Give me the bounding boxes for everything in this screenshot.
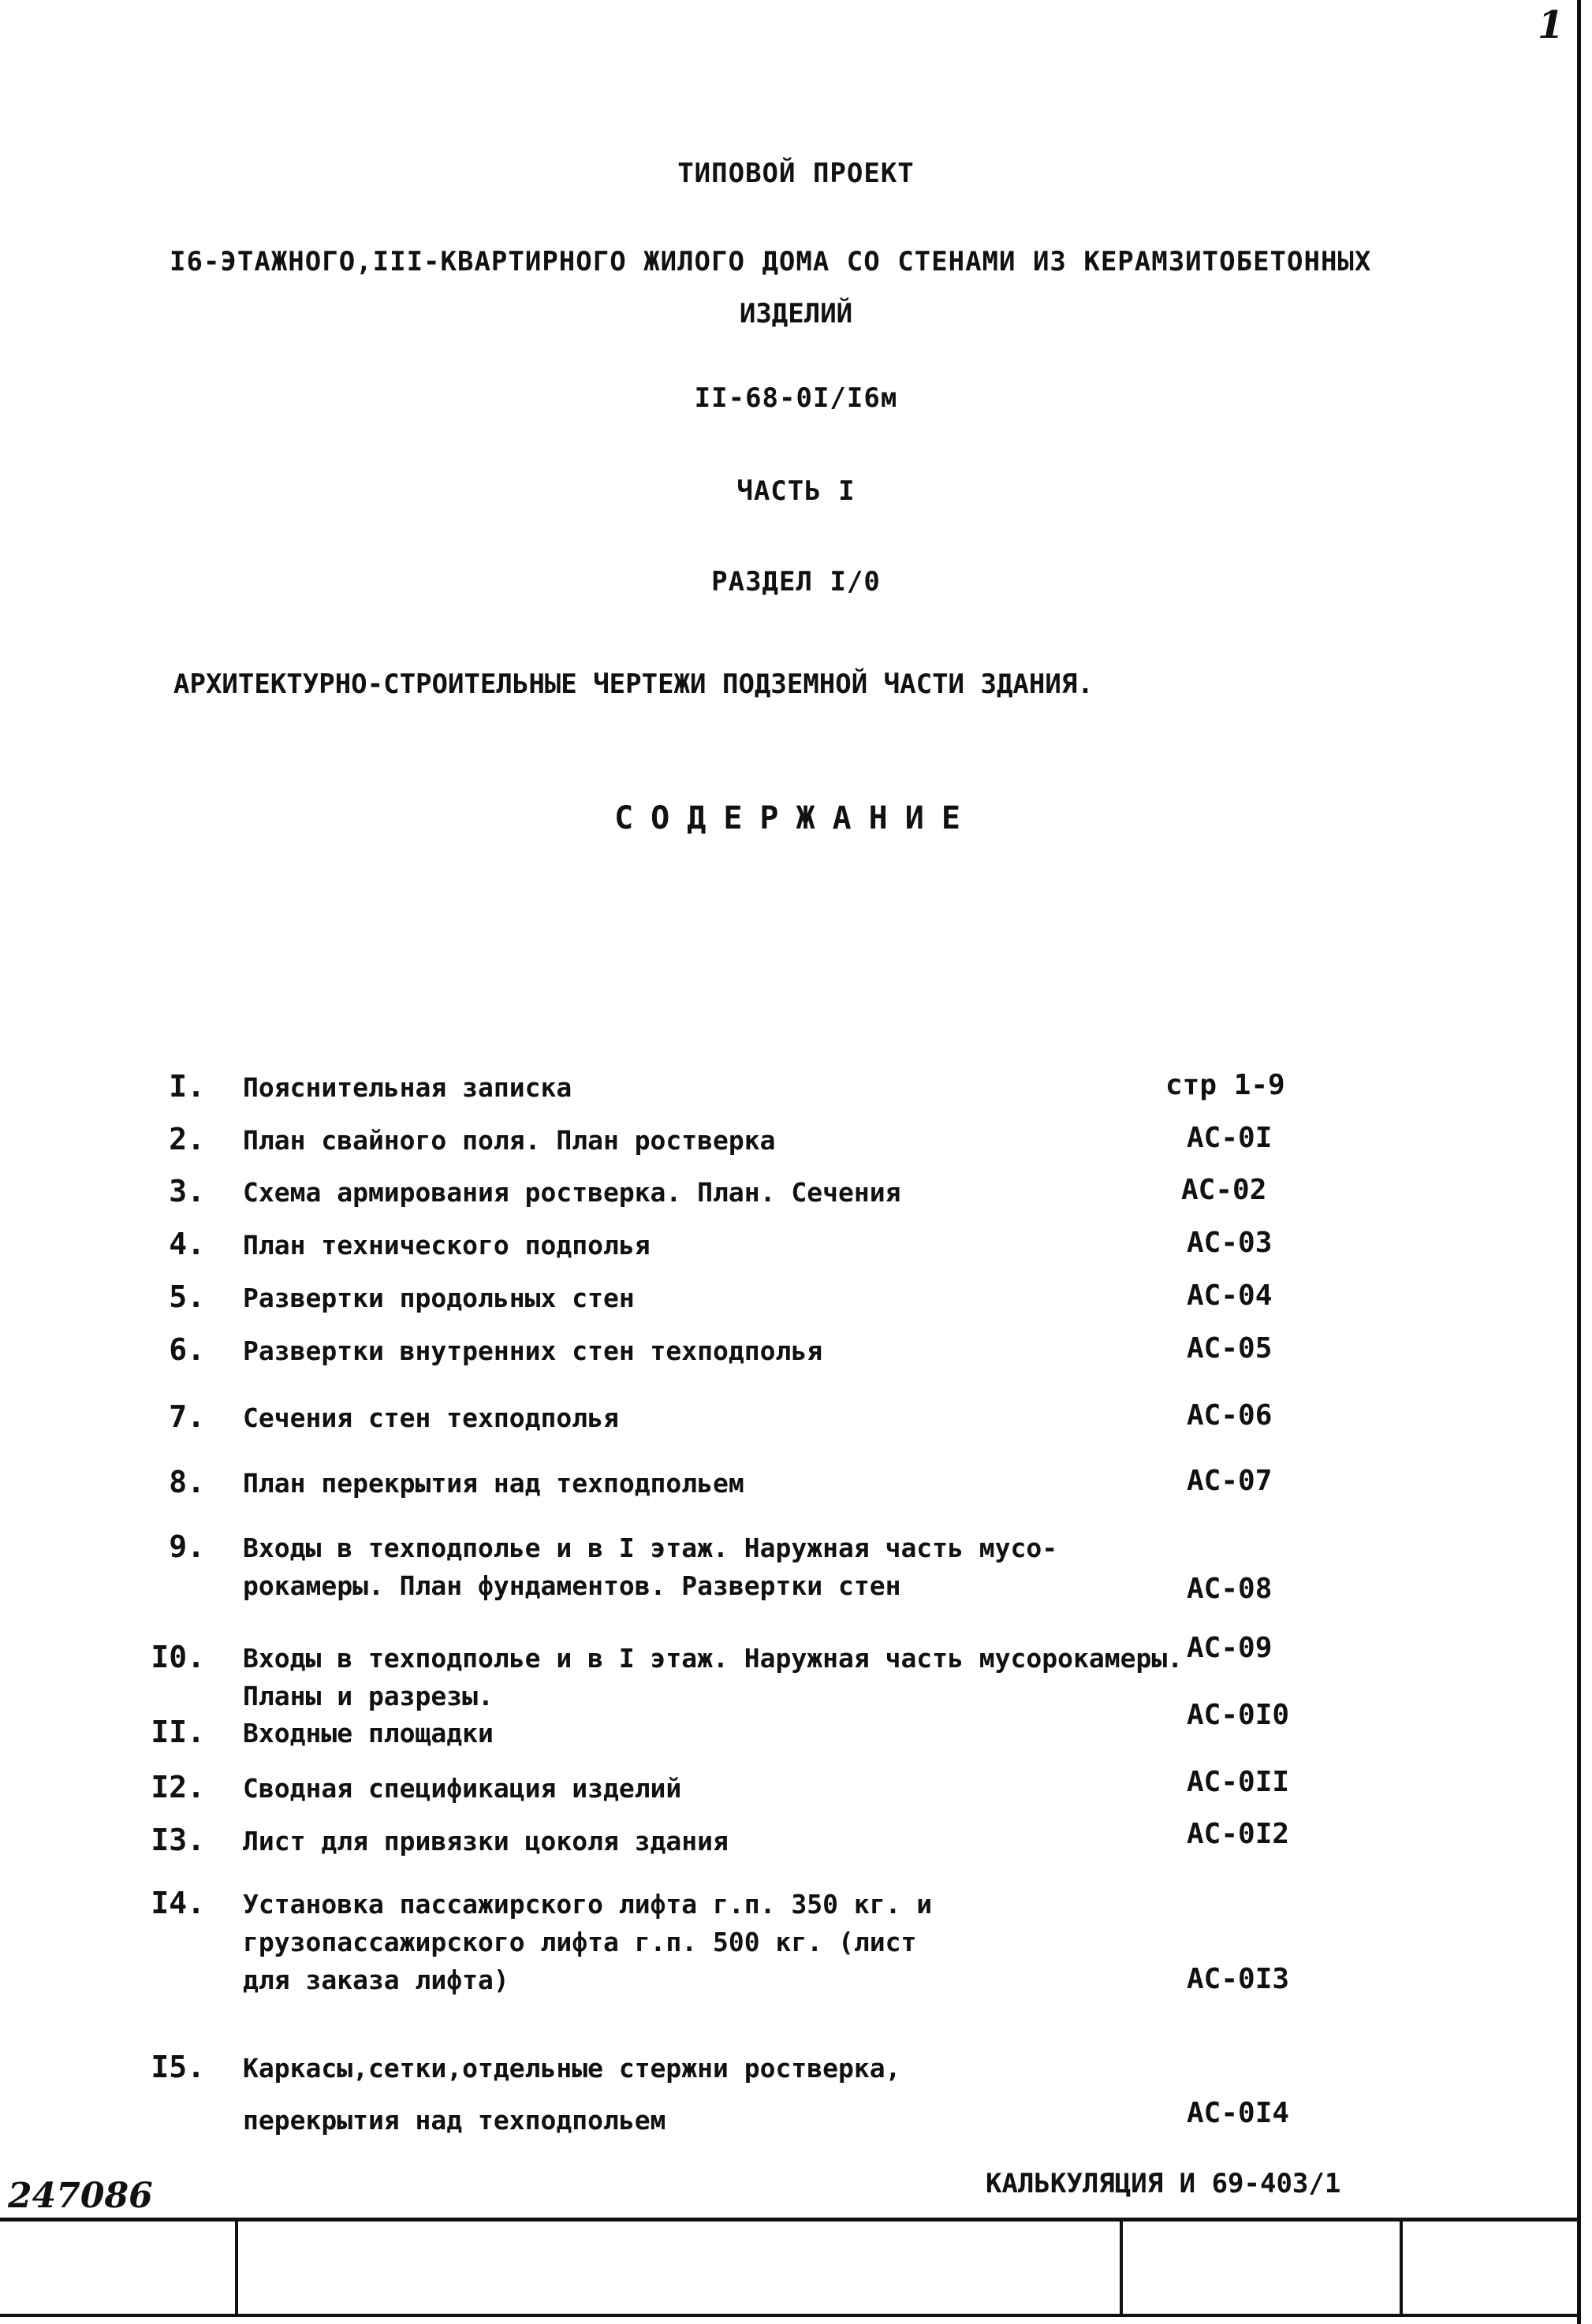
contents-title: СОДЕРЖАНИЕ bbox=[614, 800, 978, 836]
contents-item-code: АС-0I3 bbox=[1187, 1963, 1290, 1995]
contents-item-code: АС-08 bbox=[1187, 1573, 1273, 1605]
contents-item-text: Пояснительная записка bbox=[243, 1072, 572, 1103]
contents-item-text: Установка пассажирского лифта г.п. 350 кг. и bbox=[243, 1889, 933, 1920]
contents-item-code: АС-03 bbox=[1187, 1227, 1273, 1259]
contents-item-number: 5. bbox=[169, 1279, 205, 1314]
section-description: АРХИТЕКТУРНО-СТРОИТЕЛЬНЫЕ ЧЕРТЕЖИ ПОДЗЕМНОЙ ЧАСТИ ЗДАНИЯ. bbox=[173, 669, 1094, 700]
project-type: ТИПОВОЙ ПРОЕКТ bbox=[677, 158, 915, 189]
contents-item-code: АС-05 bbox=[1187, 1332, 1273, 1365]
contents-item-text: Входы в техподполье и в I этаж. Наружная часть мусо- bbox=[243, 1533, 1058, 1563]
contents-item-text: План технического подполья bbox=[243, 1230, 651, 1261]
contents-item-code: АС-0II bbox=[1187, 1766, 1290, 1798]
contents-item-number: 2. bbox=[169, 1122, 205, 1156]
contents-item-code: стр 1-9 bbox=[1165, 1069, 1285, 1101]
contents-item-code: АС-02 bbox=[1181, 1174, 1267, 1206]
project-title-line1: I6-ЭТАЖНОГО,III-КВАРТИРНОГО ЖИЛОГО ДОМА СО СТЕНАМИ ИЗ КЕРАМЗИТОБЕТОННЫХ bbox=[170, 246, 1372, 277]
frame-right-border bbox=[1577, 0, 1581, 2324]
contents-item-number: 9. bbox=[169, 1529, 205, 1564]
contents-item-text: для заказа лифта) bbox=[243, 1965, 509, 1995]
contents-item-text: грузопассажирского лифта г.п. 500 кг. (лист bbox=[243, 1927, 917, 1957]
contents-item-number: 4. bbox=[169, 1227, 205, 1261]
project-code: II-68-0I/I6м bbox=[694, 382, 898, 414]
page-number: 1 bbox=[1538, 3, 1564, 47]
contents-item-number: 7. bbox=[169, 1399, 205, 1434]
contents-item-text: Сечения стен техподполья bbox=[243, 1402, 619, 1433]
contents-item-code: АС-07 bbox=[1187, 1465, 1273, 1497]
contents-item-number: I3. bbox=[151, 1823, 205, 1857]
project-title-line2: ИЗДЕЛИЙ bbox=[739, 298, 853, 330]
contents-item-text: Сводная спецификация изделий bbox=[243, 1773, 682, 1804]
contents-item-number: I5. bbox=[151, 2050, 205, 2084]
section-label: РАЗДЕЛ I/0 bbox=[711, 566, 881, 598]
contents-item-number: 8. bbox=[169, 1465, 205, 1499]
contents-item-text: Развертки внутренних стен техподполья bbox=[243, 1335, 823, 1366]
contents-item-number: I. bbox=[169, 1069, 205, 1104]
contents-item-number: 3. bbox=[169, 1174, 205, 1209]
contents-item-code: АС-09 bbox=[1187, 1632, 1273, 1664]
contents-item-text: Каркасы,сетки,отдельные стержни ростверка, bbox=[243, 2053, 901, 2084]
contents-item-text: Планы и разрезы. bbox=[243, 1681, 494, 1711]
contents-item-code: АС-0I0 bbox=[1187, 1699, 1290, 1731]
contents-item-code: АС-0I4 bbox=[1187, 2097, 1290, 2129]
part-label: ЧАСТЬ I bbox=[736, 475, 856, 507]
contents-item-text: План свайного поля. План ростверка bbox=[243, 1125, 776, 1156]
title-block-divider bbox=[1400, 2218, 1403, 2317]
contents-item-code: АС-06 bbox=[1187, 1399, 1273, 1432]
contents-item-number: II. bbox=[151, 1715, 205, 1749]
contents-item-text: Лист для привязки цоколя здания bbox=[243, 1826, 729, 1857]
contents-item-number: I0. bbox=[151, 1640, 205, 1674]
contents-item-code: АС-0I bbox=[1187, 1122, 1273, 1154]
contents-item-number: I4. bbox=[151, 1886, 205, 1920]
contents-item-code: АС-0I2 bbox=[1187, 1818, 1290, 1850]
contents-item-text: Схема армирования ростверка. План. Сечения bbox=[243, 1177, 901, 1208]
contents-item-number: I2. bbox=[151, 1770, 205, 1804]
contents-item-text: Входные площадки bbox=[243, 1718, 494, 1749]
contents-item-code: АС-04 bbox=[1187, 1279, 1273, 1312]
contents-item-text: Развертки продольных стен bbox=[243, 1283, 635, 1313]
contents-item-text: Входы в техподполье и в I этаж. Наружная часть мусорокамеры. bbox=[243, 1643, 1184, 1674]
title-block-divider bbox=[235, 2218, 238, 2317]
contents-item-text: План перекрытия над техподпольем bbox=[243, 1468, 744, 1499]
contents-item-number: 6. bbox=[169, 1332, 205, 1367]
inventory-number: 247086 bbox=[8, 2176, 153, 2216]
calculation-reference: КАЛЬКУЛЯЦИЯ И 69-403/1 bbox=[986, 2168, 1341, 2199]
contents-item-text: рокамеры. План фундаментов. Развертки стен bbox=[243, 1570, 901, 1601]
title-block-divider bbox=[1120, 2218, 1123, 2317]
contents-item-text: перекрытия над техподпольем bbox=[243, 2105, 666, 2136]
